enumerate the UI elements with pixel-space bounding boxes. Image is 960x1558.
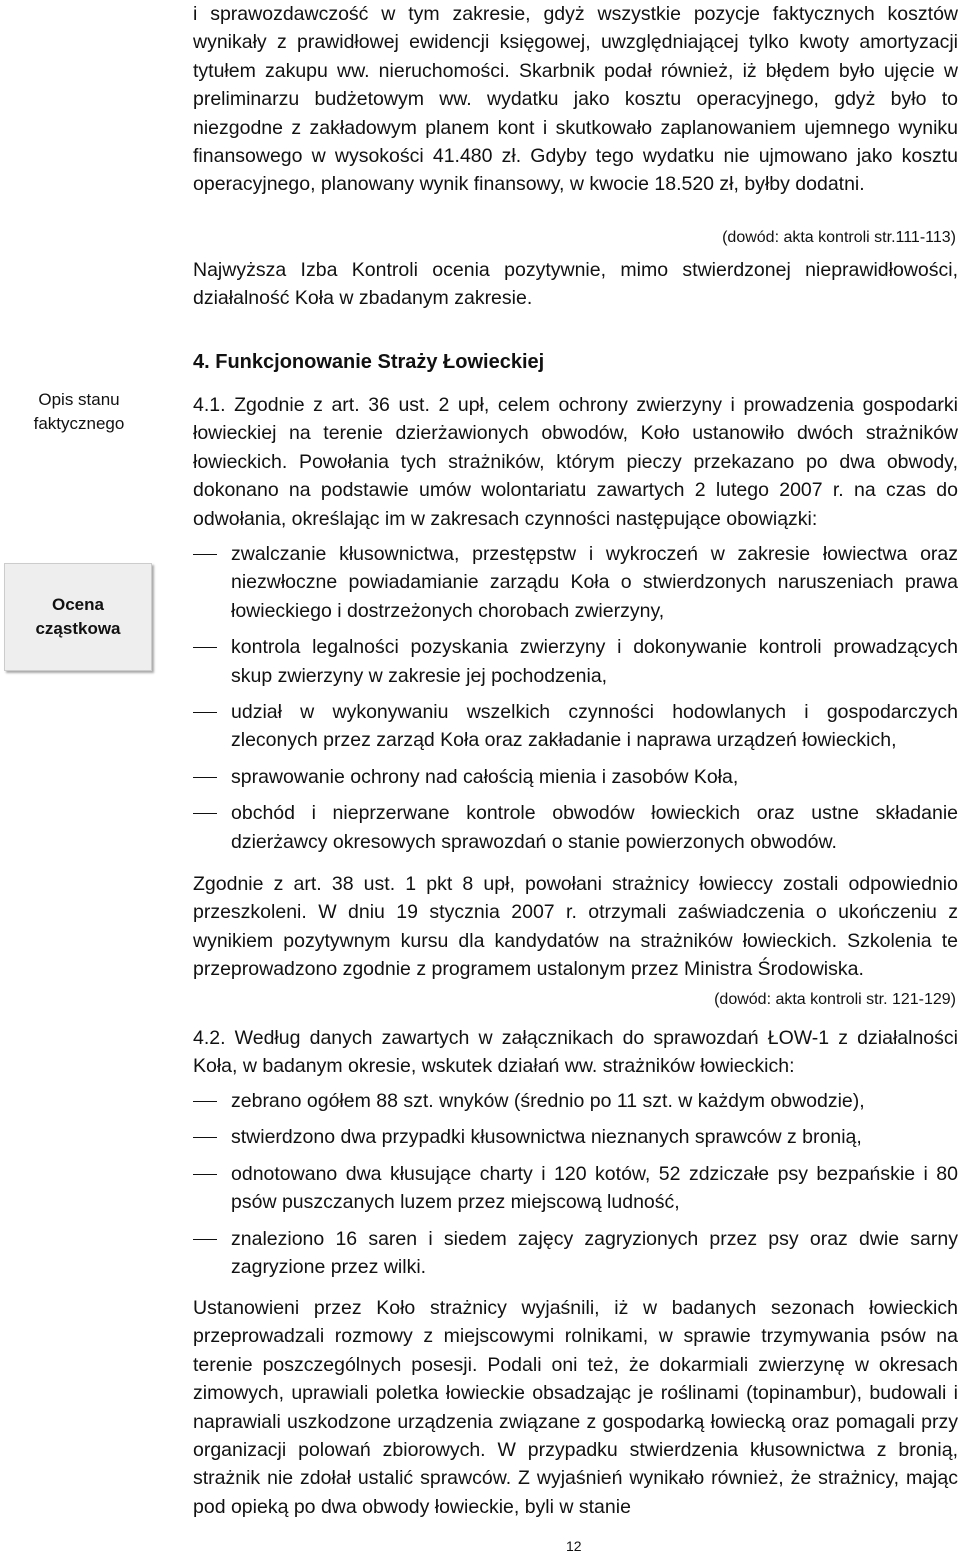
dash-bullet <box>193 554 217 555</box>
dash-bullet <box>193 1174 217 1175</box>
page-number: 12 <box>566 1538 582 1554</box>
dash-bullet <box>193 777 217 778</box>
dash-bullet <box>193 1137 217 1138</box>
opis-label-line2: faktycznego <box>33 414 125 433</box>
list-item: znaleziono 16 saren i siedem zajęcy zagryzionych przez psy oraz dwie sarny zagryzione przez wilki. <box>193 1225 958 1282</box>
continuation-paragraph: i sprawozdawczość w tym zakresie, gdyż wszystkie pozycje faktycznych kosztów wynikały z prawidłowej ewidencji księgowej, uwzględniającej tylko kwoty amortyzacji tytułem zakupu ww. nieruchomości. Skarbnik podał również, iż błędem było ujęcie w preliminarzu budżetowym ww. wydatku jako kosztu operacyjnego, gdyż było to niezgodne z zakładowym planem kont i skutkowało zaplanowaniem ujemnego wyniku finansowego w wysokości 41.480 zł. Gdyby tego wydatku nie ujmowano jako kosztu operacyjnego, planowany wynik finansowy, w kwocie 18.520 zł, byłby dodatni. <box>193 3 958 196</box>
dash-bullet <box>193 647 217 648</box>
opis-label-line1: Opis stanu <box>38 390 120 409</box>
dash-bullet <box>193 712 217 713</box>
paragraph-final: Ustanowieni przez Koło strażnicy wyjaśnili, iż w badanych sezonach łowieckich przeprowadzali rozmowy z miejscowymi rolnikami, w sprawie trzymywania psów na terenie poszczególnych posesji. Podali oni też, że dokarmiali zwierzynę w okresach zimowych, uprawiali poletka łowieckie obsadzając je roślinami (topinambur), budowali i naprawiali uszkodzone urządzenia związane z gospodarką łowiecką oraz pomagali przy organizacji polowań zbiorowych. W przypadku stwierdzenia kłusownictwa z bronią, strażnik nie zdołał ustalić sprawców. Z wyjaśnień wynikało również, że strażnicy, mając pod opieką po dwa obwody łowieckie, byli w stanie <box>193 1297 958 1518</box>
duties-list <box>193 540 958 864</box>
list-item: zwalczanie kłusownictwa, przestępstw i wykroczeń w zakresie łowiectwa oraz niezwłoczne powiadamianie zarządu Koła o stwierdzonych naruszeniach prawa łowieckiego i dostrzeżonych chorobach zwierzyny, <box>193 540 958 625</box>
ocena-label-line2: cząstkowa <box>35 619 121 638</box>
list-item: obchód i nieprzerwane kontrole obwodów łowieckich oraz ustne składanie dzierżawcy okresowych sprawozdań o stanie powierzonych obwodów. <box>193 799 958 856</box>
dash-bullet <box>193 1239 217 1240</box>
ocena-czastkowa-box <box>4 563 152 671</box>
list-item: zebrano ogółem 88 szt. wnyków (średnio po 11 szt. w każdym obwodzie), <box>193 1087 958 1115</box>
opis-stanu-label <box>4 388 154 436</box>
list-item: udział w wykonywaniu wszelkich czynności hodowlanych i gospodarczych zleconych przez zarząd Koła oraz zakładanie i naprawa urządzeń łowieckich, <box>193 698 958 755</box>
list-item: stwierdzono dwa przypadki kłusownictwa nieznanych sprawców z bronią, <box>193 1123 958 1151</box>
evidence-note-2: (dowód: akta kontroli str. 121-129) <box>714 991 956 1008</box>
dash-bullet <box>193 813 217 814</box>
list-item: kontrola legalności pozyskania zwierzyny i dokonywanie kontroli prowadzących skup zwierzyny w zakresie jej pochodzenia, <box>193 633 958 690</box>
section-heading: 4. Funkcjonowanie Straży Łowieckiej <box>193 351 545 373</box>
paragraph-4-1: 4.1. Zgodnie z art. 36 ust. 2 upł, celem ochrony zwierzyny i prowadzenia gospodarki łowieckiej na terenie dzierżawionych obwodów, Koło ustanowiło dwóch strażników łowieckich. Powołania tych strażników, którym pieczy przekazano po dwa obwody, dokonano na podstawie umów wolontariatu zawartych 2 lutego 2007 r. na czas do odwołania, określając im w zakresach czynności następujące obowiązki: <box>193 394 958 530</box>
list-item: odnotowano dwa kłusujące charty i 120 kotów, 52 zdziczałe psy bezpańskie i 80 psów puszczanych luzem przez miejscową ludność, <box>193 1160 958 1217</box>
list-item: sprawowanie ochrony nad całością mienia i zasobów Koła, <box>193 763 958 791</box>
ocena-label-line1: Ocena <box>52 595 104 614</box>
paragraph-art-38: Zgodnie z art. 38 ust. 1 pkt 8 upł, powołani strażnicy łowieccy zostali odpowiednio przeszkoleni. W dniu 19 stycznia 2007 r. otrzymali zaświadczenia o ukończeniu z wynikiem pozytywnym kursu dla kandydatów na strażników łowieckich. Szkolenia te przeprowadzono zgodnie z programem ustalonym przez Ministra Środowiska. <box>193 873 958 981</box>
paragraph-4-2: 4.2. Według danych zawartych w załącznikach do sprawozdań ŁOW-1 z działalności Koła, w badanym okresie, wskutek działań ww. strażników łowieckich: <box>193 1027 958 1078</box>
results-list <box>193 1087 958 1289</box>
dash-bullet <box>193 1101 217 1102</box>
evidence-note-1: (dowód: akta kontroli str.111-113) <box>722 229 956 246</box>
ocena-text: Najwyższa Izba Kontroli ocenia pozytywnie, mimo stwierdzonej nieprawidłowości, działalność Koła w zbadanym zakresie. <box>193 259 958 310</box>
